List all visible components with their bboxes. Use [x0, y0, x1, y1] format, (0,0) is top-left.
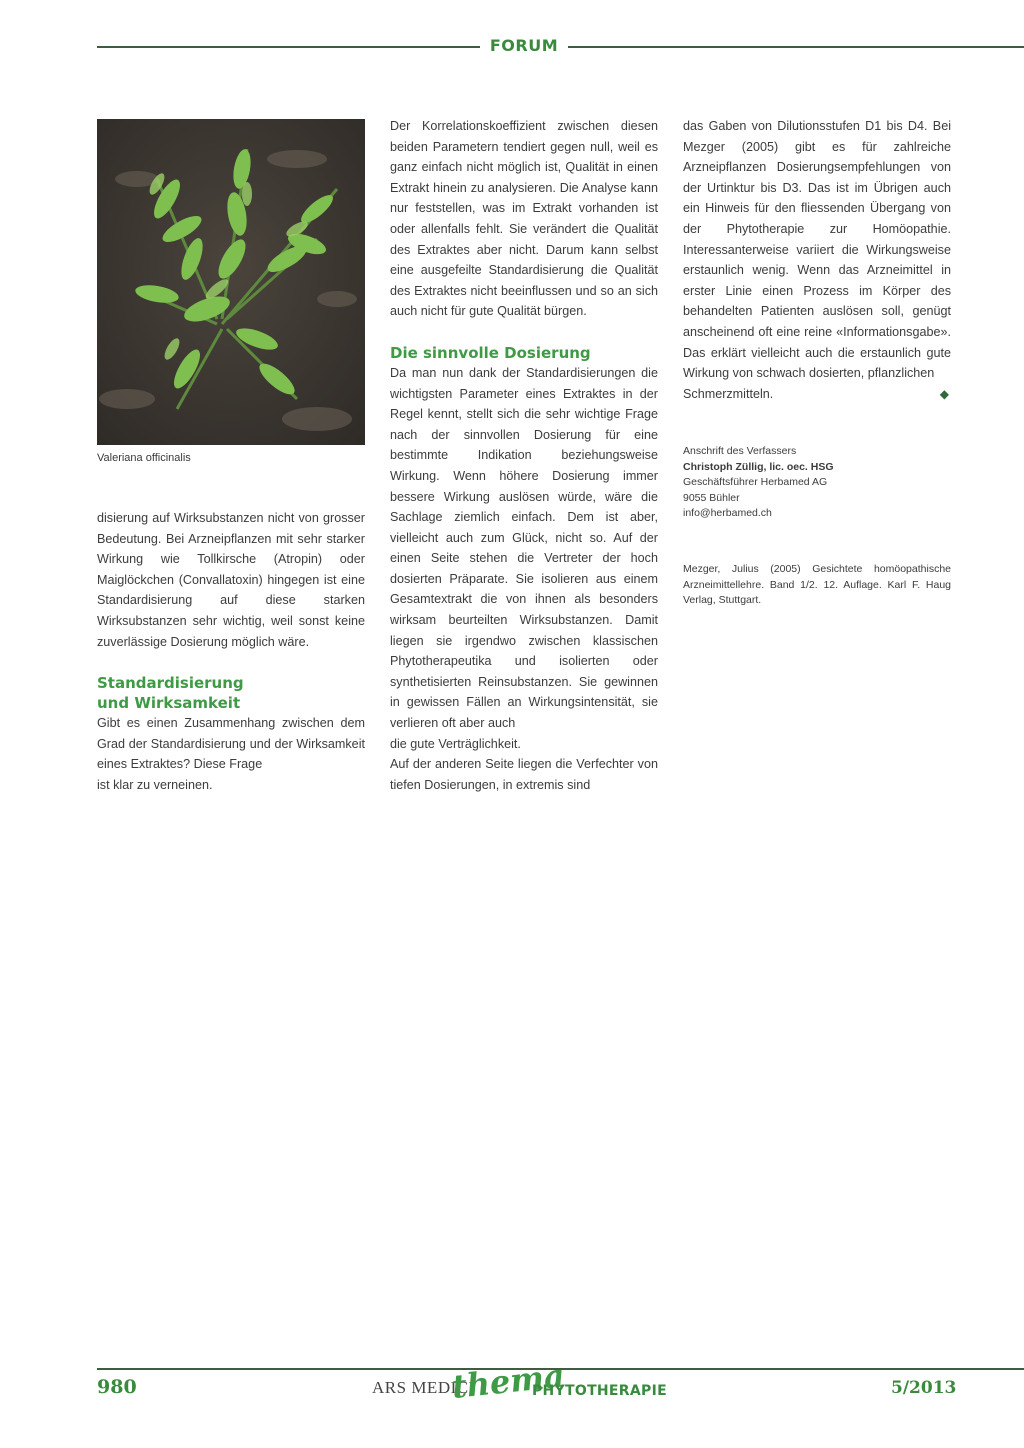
paragraph: Der Korrelationskoeffizient zwischen diesen beiden Parametern tendiert gegen null, weil es ganz einfach nicht möglich ist, Qualität in einen Extrakt hinein zu analysieren. Die Analyse kann nur feststellen, was im Extrakt vorhanden ist oder allenfalls fehlt. Sie verändert die Qualität des Extraktes aber nicht. Darum kann selbst eine ausgefeilte Standardisierung die Qualität des Extraktes nicht beeinflussen und so an sich auch nicht für gute Qualität bürgen. — [390, 119, 658, 319]
heading-line: und Wirksamkeit — [97, 694, 241, 713]
paragraph: Da man nun dank der Standardisierungen die wichtigsten Parameter eines Extraktes in der Regel kennt, stellt sich die sehr wichtige Frage nach der sinnvollen Dosierung für eine bestimmte Indikation beziehungsweise Wirkung. Wenn höhere Dosierung immer bessere Wirkung auslösen würde, wäre die Sachlage ziemlich einfach. Dem ist aber, vielleicht auch zum Glück, nicht so. Auf der einen Seite stehen die Vertreter der hoch dosierten Präparate. Sie isolieren aus einem Gesamtextrakt die von ihnen als besonders wirksam beurteilten Wirksubstanzen. Damit liegen sie irgendwo zwischen klassischen Phytotherapeutika und isolierten oder synthetisierten Reinsubstanzen. Sie gewinnen in gewissen Fällen an Wirkungsintensität, sie verlieren oft aber auch — [390, 365, 658, 731]
issue-number: 5/2013 — [891, 1378, 957, 1398]
thema-logo: thema — [450, 1356, 567, 1406]
end-mark-icon: ◆ — [939, 386, 949, 401]
last-line-text: Schmerzmitteln. — [683, 386, 774, 401]
figure-caption: Valeriana officinalis — [97, 452, 191, 464]
author-city: 9055 Bühler — [683, 491, 740, 504]
paragraph-last-line: die gute Verträglichkeit. — [390, 736, 521, 751]
column-2 — [390, 116, 658, 795]
column-3 — [683, 116, 951, 404]
section-title: FORUM — [489, 36, 559, 55]
heading-line: Standardisierung — [97, 674, 244, 693]
brand-logo: ARS MEDICI — [372, 1378, 475, 1397]
author-name: Christoph Züllig, lic. oec. HSG — [683, 460, 834, 473]
reference: Mezger, Julius (2005) Gesichtete homöopathische Arzneimittellehre. Band 1/2. 12. Auflage. Karl F. Haug Verlag, Stuttgart. — [683, 563, 951, 606]
section-heading — [97, 673, 365, 713]
paragraph: Gibt es einen Zusammenhang zwischen dem Grad der Standardisierung und der Wirksamkeit eines Extraktes? Diese Frage — [97, 716, 365, 772]
header-rule-left — [97, 46, 480, 48]
valerian-photo — [97, 119, 365, 445]
paragraph: Auf der anderen Seite liegen die Verfechter von tiefen Dosierungen, in extremis sind — [390, 757, 658, 792]
paragraph-last-line — [683, 384, 951, 405]
column-1 — [97, 508, 365, 796]
paragraph: disierung auf Wirksubstanzen nicht von grosser Bedeutung. Bei Arzneipflanzen mit sehr starker Wirkung wie Tollkirsche (Atropin) oder Maiglöckchen (Convallatoxin) hingegen ist eine Standardisierung auf diese starken Wirksubstanzen sehr wichtig, weil sonst keine zuverlässige Dosierung möglich wäre. — [97, 511, 365, 649]
header-rule-right — [568, 46, 1024, 48]
author-position: Geschäftsführer Herbamed AG — [683, 476, 828, 488]
author-email[interactable]: info@herbamed.ch — [683, 507, 772, 519]
paragraph: das Gaben von Dilutionsstufen D1 bis D4. Bei Mezger (2005) gibt es für zahlreiche Arzneipflanzen Dosierungsempfehlungen von der Urtinktur bis D3. Das ist im Übrigen auch ein Hinweis für den fliessenden Übergang von der Phytotherapie zur Homöopathie. Interessanterweise variiert die Wirkungsweise erstaunlich wenig. Wenn das Arzneimittel in erster Linie einen Prozess im Körper des behandelten Patienten auslösen soll, genügt anscheinend oft eine reine «Informationsgabe». Das erklärt vielleicht auch die erstaunlich gute Wirkung von schwach dosierten, pflanzlichen — [683, 119, 951, 381]
page-number: 980 — [97, 1376, 137, 1398]
section-heading: Die sinnvolle Dosierung — [390, 343, 591, 362]
address-label: Anschrift des Verfassers — [683, 445, 797, 457]
author-address — [683, 444, 951, 522]
paragraph-last-line: ist klar zu verneinen. — [97, 777, 213, 792]
footer-section-title: PHYTOTHERAPIE — [532, 1383, 667, 1399]
